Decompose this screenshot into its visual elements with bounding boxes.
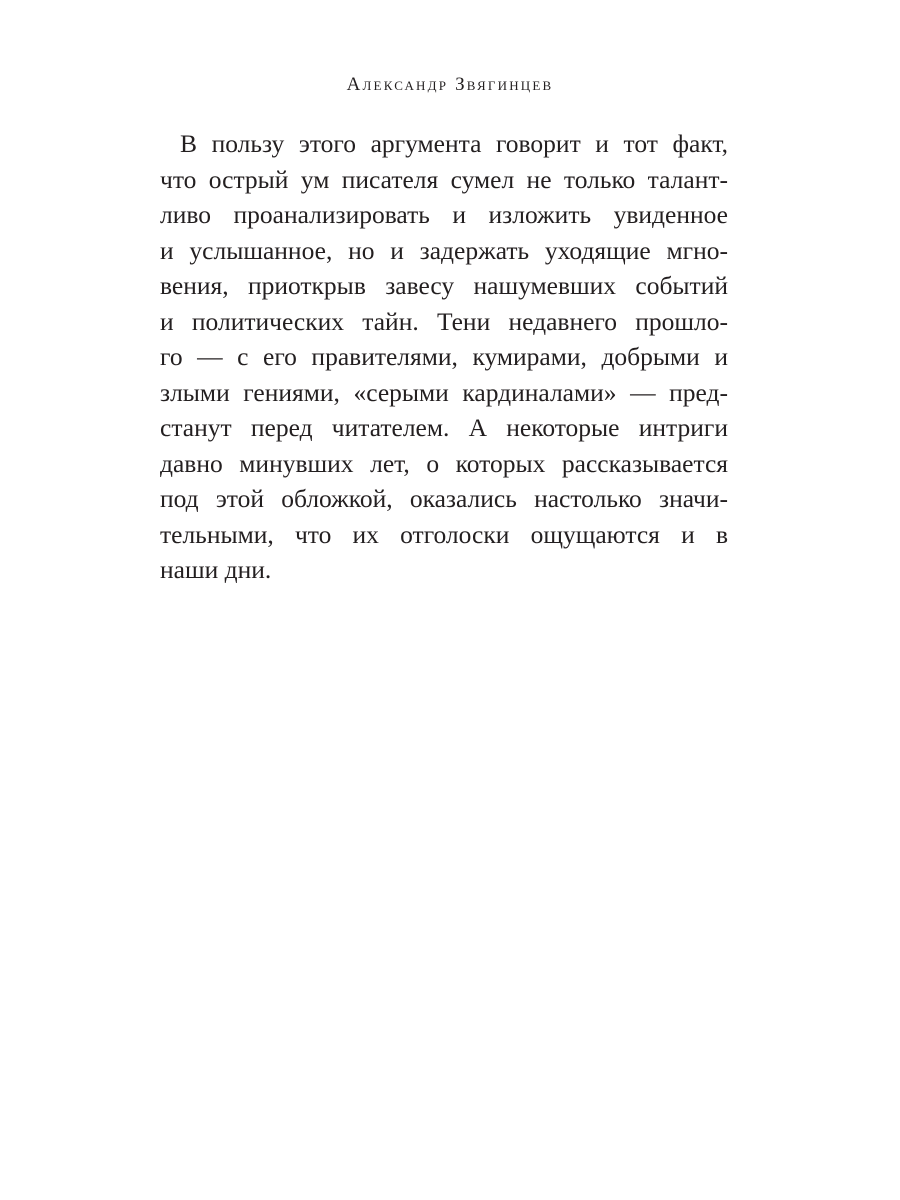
text-line: ливо проанализировать и изложить увиденное [160, 200, 728, 229]
text-line: злыми гениями, «серыми кардиналами» — пред- [160, 377, 728, 407]
text-line: тельными, что их отголоски ощущаются и в [160, 519, 728, 549]
text-line: давно минувших лет, о которых рассказывается [160, 448, 728, 478]
text-line: что острый ум писателя сумел не только талант- [160, 164, 728, 194]
text-line: станут перед читателем. А некоторые интриги [160, 413, 728, 442]
text-line: и услышанное, но и задержать уходящие мгно- [160, 235, 728, 265]
running-head-author: Александр Звягинцев [346, 74, 554, 95]
text-line: го — с его правителями, кумирами, добрыми и [160, 342, 728, 371]
text-line: под этой обложкой, оказались настолько значи- [160, 484, 728, 513]
text-line: вения, приоткрыв завесу нашумевших событий [160, 271, 728, 300]
text-line: и политических тайн. Тени недавнего прошло- [160, 306, 728, 336]
text-line-last: наши дни. [160, 555, 272, 584]
text-line: В пользу этого аргумента говорит и тот факт, [180, 129, 728, 158]
paragraph [160, 126, 728, 588]
